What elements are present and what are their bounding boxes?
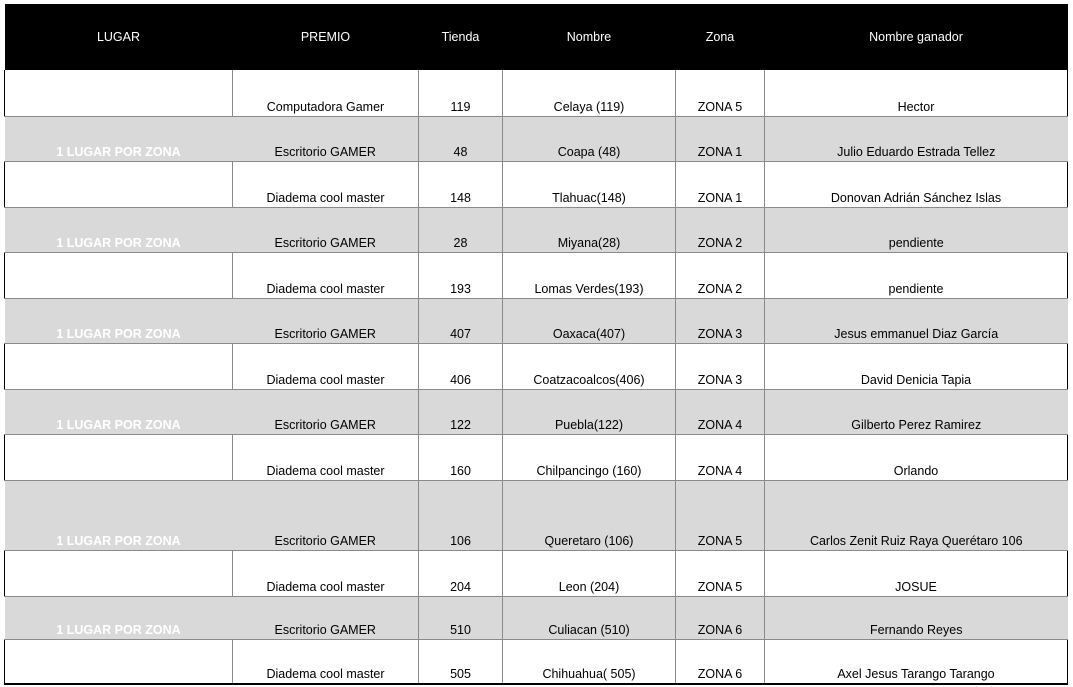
cell-tienda: 122 — [419, 389, 503, 434]
cell-premio: Diadema cool master — [233, 550, 419, 596]
header-premio: PREMIO — [233, 4, 419, 70]
cell-zona: ZONA 5 — [676, 550, 765, 596]
cell-tienda: 119 — [419, 70, 503, 116]
table-row — [5, 389, 1068, 434]
cell-tienda: 505 — [419, 639, 503, 684]
cell-lugar: 1 LUGAR POR ZONA — [5, 389, 233, 434]
table-row — [5, 70, 1068, 116]
table-row — [5, 596, 1068, 639]
header-nombre: Nombre — [503, 4, 676, 70]
cell-nombre-ganador: David Denicia Tapia — [765, 343, 1068, 389]
cell-nombre: Tlahuac(148) — [503, 161, 676, 207]
header-tienda: Tienda — [419, 4, 503, 70]
cell-nombre: Leon (204) — [503, 550, 676, 596]
table-row — [5, 550, 1068, 596]
cell-nombre-ganador: pendiente — [765, 207, 1068, 252]
cell-premio: Escritorio GAMER — [233, 116, 419, 161]
cell-zona: ZONA 1 — [676, 116, 765, 161]
cell-nombre-ganador: pendiente — [765, 252, 1068, 298]
table-row — [5, 434, 1068, 480]
header-row — [5, 4, 1068, 70]
cell-premio: Diadema cool master — [233, 343, 419, 389]
cell-tienda: 48 — [419, 116, 503, 161]
table-row — [5, 298, 1068, 343]
cell-lugar — [5, 639, 233, 684]
cell-tienda: 148 — [419, 161, 503, 207]
table-row — [5, 639, 1068, 684]
cell-zona: ZONA 3 — [676, 298, 765, 343]
cell-zona: ZONA 3 — [676, 343, 765, 389]
cell-nombre: Lomas Verdes(193) — [503, 252, 676, 298]
cell-lugar — [5, 434, 233, 480]
cell-tienda: 406 — [419, 343, 503, 389]
header-zona: Zona — [676, 4, 765, 70]
cell-lugar: 1 LUGAR POR ZONA — [5, 116, 233, 161]
cell-nombre: Coapa (48) — [503, 116, 676, 161]
cell-lugar — [5, 252, 233, 298]
table-row — [5, 252, 1068, 298]
cell-nombre: Queretaro (106) — [503, 480, 676, 550]
cell-tienda: 28 — [419, 207, 503, 252]
cell-lugar: 1 LUGAR POR ZONA — [5, 298, 233, 343]
cell-nombre-ganador: Carlos Zenit Ruiz Raya Querétaro 106 — [765, 480, 1068, 550]
cell-lugar — [5, 550, 233, 596]
cell-nombre: Puebla(122) — [503, 389, 676, 434]
header-lugar: LUGAR — [5, 4, 233, 70]
cell-lugar: 1 LUGAR POR ZONA — [5, 207, 233, 252]
cell-zona: ZONA 5 — [676, 480, 765, 550]
cell-premio: Escritorio GAMER — [233, 298, 419, 343]
cell-premio: Escritorio GAMER — [233, 596, 419, 639]
cell-nombre: Chilpancingo (160) — [503, 434, 676, 480]
cell-lugar — [5, 161, 233, 207]
cell-premio: Diadema cool master — [233, 252, 419, 298]
table-row — [5, 207, 1068, 252]
cell-tienda: 106 — [419, 480, 503, 550]
cell-tienda: 193 — [419, 252, 503, 298]
cell-lugar — [5, 70, 233, 116]
table-row — [5, 480, 1068, 550]
cell-zona: ZONA 6 — [676, 596, 765, 639]
cell-nombre: Culiacan (510) — [503, 596, 676, 639]
cell-nombre: Coatzacoalcos(406) — [503, 343, 676, 389]
cell-nombre-ganador: Julio Eduardo Estrada Tellez — [765, 116, 1068, 161]
cell-premio: Escritorio GAMER — [233, 480, 419, 550]
cell-premio: Diadema cool master — [233, 434, 419, 480]
cell-nombre-ganador: Jesus emmanuel Diaz García — [765, 298, 1068, 343]
cell-premio: Diadema cool master — [233, 161, 419, 207]
cell-nombre-ganador: Axel Jesus Tarango Tarango — [765, 639, 1068, 684]
table-row — [5, 161, 1068, 207]
cell-premio: Escritorio GAMER — [233, 389, 419, 434]
cell-premio: Escritorio GAMER — [233, 207, 419, 252]
cell-zona: ZONA 2 — [676, 207, 765, 252]
cell-lugar — [5, 343, 233, 389]
winners-table — [4, 4, 1068, 685]
cell-tienda: 407 — [419, 298, 503, 343]
cell-zona: ZONA 4 — [676, 434, 765, 480]
cell-zona: ZONA 1 — [676, 161, 765, 207]
cell-zona: ZONA 4 — [676, 389, 765, 434]
cell-tienda: 160 — [419, 434, 503, 480]
cell-nombre-ganador: Hector — [765, 70, 1068, 116]
cell-nombre: Miyana(28) — [503, 207, 676, 252]
table-row — [5, 116, 1068, 161]
cell-nombre-ganador: Donovan Adrián Sánchez Islas — [765, 161, 1068, 207]
cell-premio: Diadema cool master — [233, 639, 419, 684]
cell-nombre: Chihuahua( 505) — [503, 639, 676, 684]
cell-zona: ZONA 6 — [676, 639, 765, 684]
cell-nombre: Celaya (119) — [503, 70, 676, 116]
cell-nombre-ganador: Fernando Reyes — [765, 596, 1068, 639]
cell-nombre-ganador: Gilberto Perez Ramirez — [765, 389, 1068, 434]
cell-premio: Computadora Gamer — [233, 70, 419, 116]
cell-nombre: Oaxaca(407) — [503, 298, 676, 343]
header-nombre-ganador: Nombre ganador — [765, 4, 1068, 70]
cell-zona: ZONA 2 — [676, 252, 765, 298]
table-row — [5, 343, 1068, 389]
cell-tienda: 204 — [419, 550, 503, 596]
cell-nombre-ganador: JOSUE — [765, 550, 1068, 596]
cell-lugar: 1 LUGAR POR ZONA — [5, 596, 233, 639]
cell-lugar: 1 LUGAR POR ZONA — [5, 480, 233, 550]
cell-nombre-ganador: Orlando — [765, 434, 1068, 480]
cell-zona: ZONA 5 — [676, 70, 765, 116]
cell-tienda: 510 — [419, 596, 503, 639]
